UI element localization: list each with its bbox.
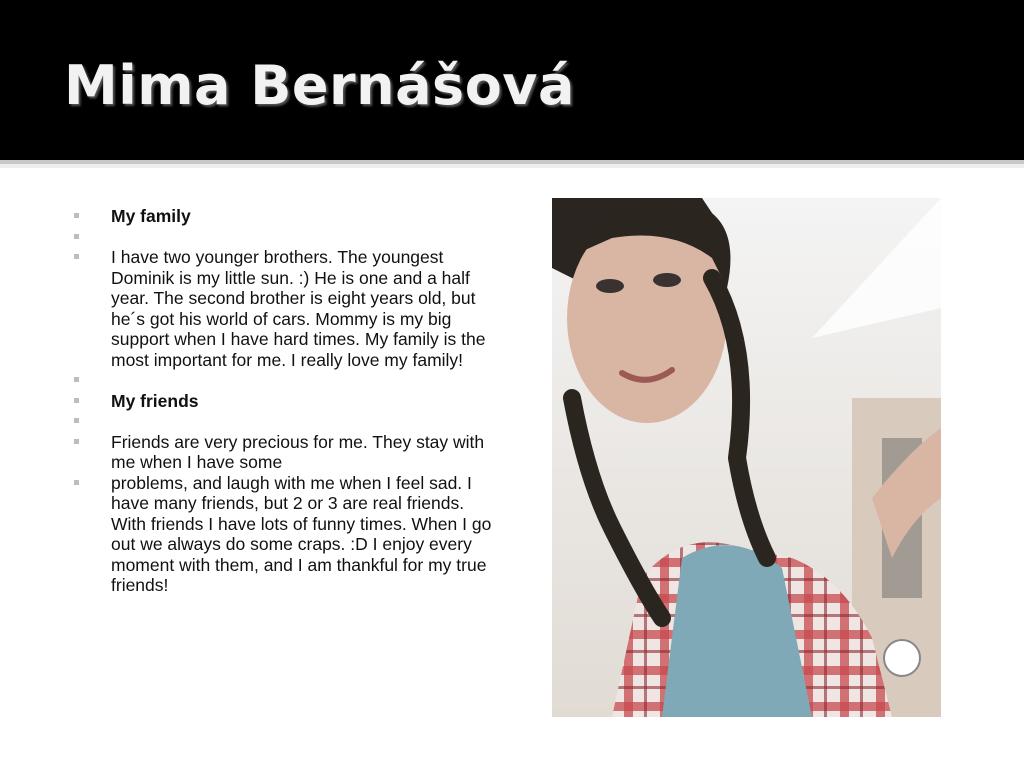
bullet-friends-heading: My friends (74, 391, 494, 412)
bullet-empty (74, 411, 494, 432)
square-bullet-icon (74, 234, 79, 239)
slide-content (74, 206, 494, 596)
square-bullet-icon (74, 377, 79, 382)
bullet-family-text: I have two younger brothers. The youngest Dominik is my little sun. :) He is one and a half year. The second brother is eight years old, but he´s got his world of cars. Mommy is my big support when I have hard times. My family is the most important for me. I really love my family! (74, 247, 494, 370)
square-bullet-icon (74, 480, 79, 485)
slide-title: Mima Bernášová (64, 54, 575, 117)
square-bullet-icon (74, 439, 79, 444)
portrait-illustration (552, 198, 941, 717)
bullet-friends-text-1: Friends are very precious for me. They stay with me when I have some (74, 432, 494, 473)
bullet-family-heading: My family (74, 206, 494, 227)
bullet-empty (74, 227, 494, 248)
square-bullet-icon (74, 254, 79, 259)
square-bullet-icon (74, 398, 79, 403)
square-bullet-icon (74, 418, 79, 423)
bullet-empty (74, 370, 494, 391)
bullet-list (74, 206, 494, 596)
bullet-friends-text-2: problems, and laugh with me when I feel sad. I have many friends, but 2 or 3 are real friends. With friends I have lots of funny times. When I go out we always do some craps. :D I enjoy every moment with them, and I am thankful for my true friends! (74, 473, 494, 596)
title-divider-light (0, 164, 1024, 168)
portrait-photo (552, 198, 941, 717)
square-bullet-icon (74, 213, 79, 218)
